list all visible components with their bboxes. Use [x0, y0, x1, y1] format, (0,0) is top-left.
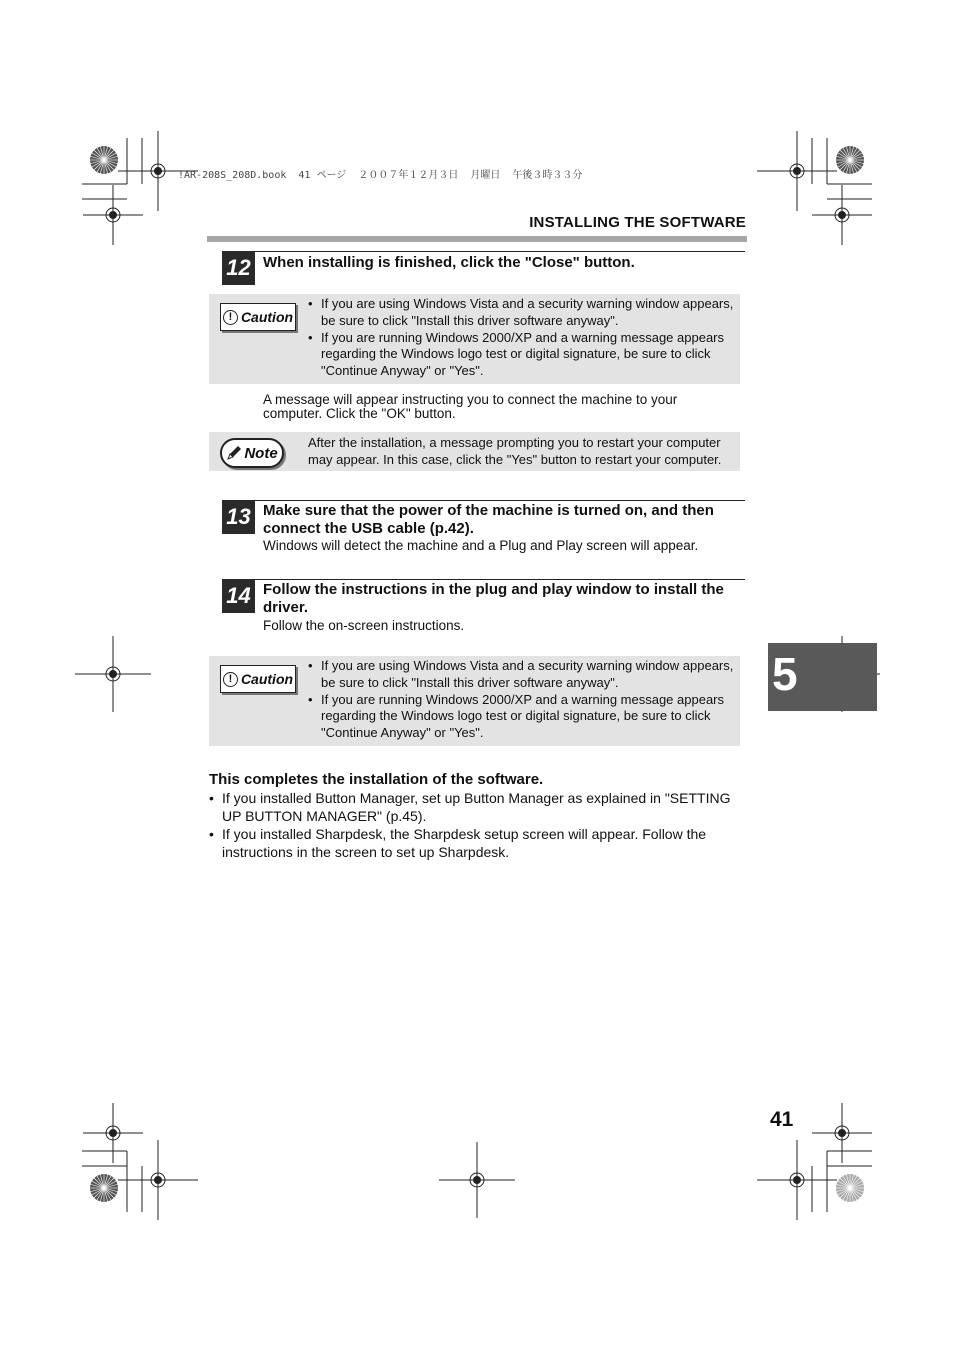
- step-12-number: 12: [222, 251, 255, 285]
- caution-item: • If you are running Windows 2000/XP and a warning message appears regarding the Windows logo test or digital signature, be sure to click "Continue Anyway" or "Yes".: [308, 330, 738, 380]
- exclamation-icon: !: [223, 672, 238, 687]
- step-13-rule: [222, 500, 745, 501]
- caution-badge: [220, 303, 296, 331]
- caution-item: • If you are using Windows Vista and a security warning window appears, be sure to click "Install this driver software anyway".: [308, 658, 738, 692]
- note-text: After the installation, a message prompting you to restart your computer may appear. In this case, click the "Yes" button to restart your computer.: [308, 435, 722, 467]
- note-box: [209, 432, 740, 471]
- caution-item: • If you are using Windows Vista and a security warning window appears, be sure to click "Install this driver software anyway".: [308, 296, 738, 330]
- registration-crosshair: [118, 1140, 198, 1220]
- caution-box-2: [209, 656, 740, 746]
- completion-heading: This completes the installation of the software.: [209, 771, 544, 788]
- registration-starburst: [836, 1174, 864, 1202]
- registration-crosshair: [75, 636, 151, 712]
- exclamation-icon: !: [223, 310, 238, 325]
- page-number: 41: [770, 1108, 794, 1131]
- section-title: INSTALLING THE SOFTWARE: [529, 214, 746, 231]
- registration-crosshair: [83, 1103, 143, 1163]
- step-14-rule: [222, 579, 745, 580]
- print-header: !AR-208S_208D.book 41 ページ ２００７年１２月３日 月曜日 午後３時３３分: [178, 170, 583, 181]
- step-13-title: Make sure that the power of the machine is turned on, and then connect the USB cable (p.42).: [263, 502, 714, 537]
- registration-crosshair: [757, 1140, 837, 1220]
- note-label: Note: [244, 444, 278, 462]
- step-14-number: 14: [222, 579, 255, 613]
- registration-starburst: [90, 1174, 118, 1202]
- registration-starburst: [90, 146, 118, 174]
- note-badge: [220, 438, 284, 468]
- step-14-body: Follow the on-screen instructions.: [263, 618, 465, 633]
- caution-item: • If you are running Windows 2000/XP and a warning message appears regarding the Windows logo test or digital signature, be sure to click "Continue Anyway" or "Yes".: [308, 692, 738, 742]
- pencil-icon: [226, 445, 242, 461]
- step-12-rule: [222, 251, 745, 252]
- registration-crosshair: [812, 185, 872, 245]
- step-13-body: Windows will detect the machine and a Plug and Play screen will appear.: [263, 538, 699, 553]
- caution-badge: [220, 665, 296, 693]
- caution-label: Caution: [240, 309, 294, 325]
- registration-crosshair: [83, 185, 143, 245]
- step-13-number: 13: [222, 500, 255, 534]
- completion-list: [209, 790, 749, 861]
- registration-starburst: [836, 146, 864, 174]
- caution-list: [308, 658, 738, 742]
- caution-list: [308, 296, 738, 380]
- step-12-message: A message will appear instructing you to connect the machine to your computer. Click the "OK" button.: [263, 392, 678, 421]
- step-14-title: Follow the instructions in the plug and play window to install the driver.: [263, 581, 724, 616]
- title-rule: [207, 236, 747, 242]
- step-12-title: When installing is finished, click the "Close" button.: [263, 254, 635, 271]
- registration-crosshair: [757, 131, 837, 211]
- caution-box-1: [209, 294, 740, 384]
- completion-item: • If you installed Sharpdesk, the Sharpdesk setup screen will appear. Follow the instructions in the screen to set up Sharpdesk.: [209, 826, 749, 861]
- registration-crosshair: [439, 1142, 515, 1218]
- chapter-number: 5: [772, 648, 798, 700]
- registration-crosshair: [812, 1103, 872, 1163]
- caution-label: Caution: [240, 671, 294, 687]
- completion-item: • If you installed Button Manager, set up Button Manager as explained in "SETTING UP BUTTON MANAGER" (p.45).: [209, 790, 749, 825]
